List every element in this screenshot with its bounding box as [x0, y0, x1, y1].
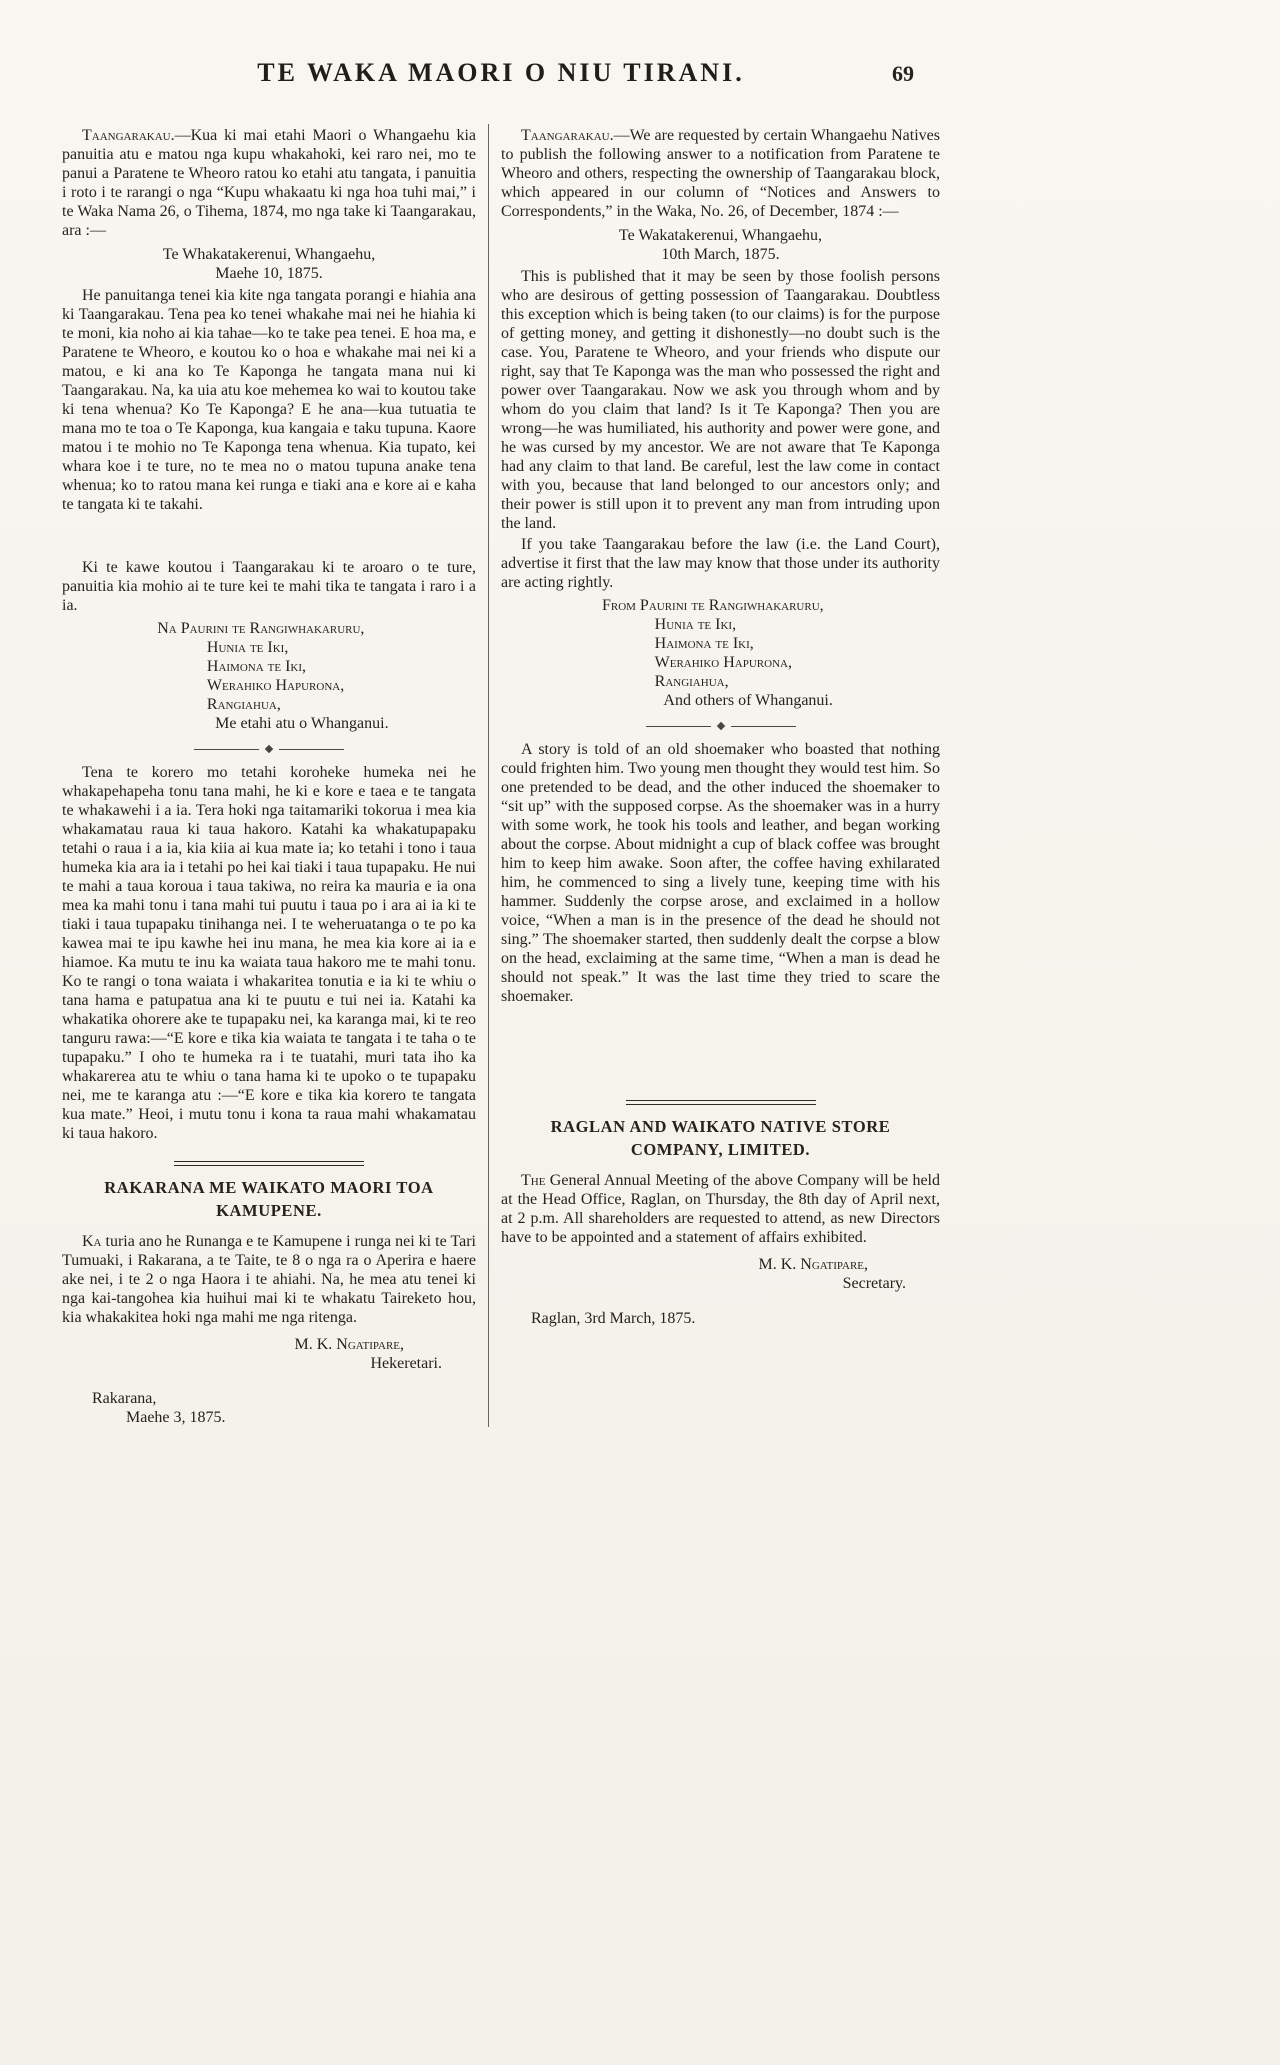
date-line: Maehe 3, 1875.	[126, 1409, 226, 1426]
signatory-role: Hekeretari.	[370, 1355, 442, 1372]
company-signature	[501, 1255, 940, 1293]
blank-spacer	[501, 1006, 940, 1082]
paragraph-lead: Taangarakau.	[521, 127, 614, 144]
divider-diamond-icon	[265, 745, 273, 753]
left-column-maori	[62, 124, 476, 1427]
english-notice-paragraph	[501, 126, 940, 221]
signature-line: From Paurini te Rangiwhakaruru,	[601, 597, 824, 614]
signature-block	[501, 596, 940, 710]
section-divider-ornament	[194, 746, 344, 752]
place-line: Rakarana,	[92, 1390, 157, 1407]
paragraph-text: General Annual Meeting of the above Company will be held at the Head Office, Raglan, on Thursday, the 8th day of April next, at 2 p.m. All shareholders are requested to attend, as new Directors have to be appointed and a statement of affairs exhibited.	[501, 1172, 940, 1246]
masthead	[62, 58, 940, 94]
english-reply-paragraph: This is published that it may be seen by those foolish persons who are desirous of getting possession of Taangarakau. Doubtless this exception which is being taken (to our claims) is for the purpose of getting money, and getting it dishonestly—no doubt such is the case. You, Paratene te Wheoro, and your friends who dispute our right, say that Te Kaponga was the man who possessed the right and power over Taangarakau. Now we ask you through whom and by whom do you claim that land? Is it Te Kaponga? Then you are wrong—he was humiliated, his authority and power were gone, and he was cursed by my ancestor. We are not aware that Te Kaponga had any claim to that land. Be careful, lest the law come in contact with you, because that land belonged to our ancestors only; and their power is still upon it to prevent any man from intruding upon the land.	[501, 268, 941, 532]
english-story-paragraph: A story is told of an old shoemaker who boasted that nothing could frighten him. Two young men thought they would test him. So one pretended to be dead, and the other induced the shoemaker to “sit up” with the supposed corpse. As the shoemaker was in a hurry with some work, he took his tools and leather, and began working about the corpse. About midnight a cup of black coffee was brought him to keep him awake. Soon after, the coffee having exhilarated him, he commenced to sing a lively tune, keeping time with his hammer. Suddenly the corpse arose, and exclaimed in a hollow voice, “When a man is in the presence of the dead he should not sing.” The shoemaker started, then suddenly dealt the corpse a blow on the head, exclaiming at the same time, “When a man is dead he should not speak.” It was the last time they tried to scare the shoemaker.	[501, 741, 940, 1005]
signatory-name: M. K. Ngatipare,	[758, 1256, 868, 1273]
dateline	[501, 226, 940, 264]
dateline-place: Te Whakatakerenui, Whangaehu,	[162, 246, 376, 263]
signatory-name: M. K. Ngatipare,	[294, 1336, 404, 1353]
signatory-role: Secretary.	[842, 1275, 906, 1292]
paragraph-text: —Kua ki mai etahi Maori o Whangaehu kia panuitia atu e matou nga kupu whakahoki, kei raro nei, mo te panui a Paratene te Wheoro ratou ko etahi atu tangata, i panuitia i roto i te rarangi o nga “Kupu whakaatu ki nga hoa tuhi mai,” i te Waka Nama 26, o Tihema, 1874, mo nga take ki Taangarakau, ara :—	[62, 127, 476, 239]
maori-company-notice	[62, 1232, 476, 1327]
signature-line: Me etahi atu o Whanganui.	[215, 715, 389, 732]
divider-line	[731, 726, 796, 727]
signature-line: Haimona te Iki,	[654, 635, 754, 652]
signature-line: Rangiahua,	[654, 673, 729, 690]
dateline-place: Te Wakatakerenui, Whangaehu,	[618, 227, 823, 244]
signature-line: Werahiko Hapurona,	[654, 654, 792, 671]
signature-block	[62, 619, 476, 733]
double-rule-divider	[626, 1100, 816, 1105]
maori-notice-paragraph	[62, 126, 476, 240]
maori-reply-paragraph: He panuitanga tenei kia kite nga tangata porangi e hiahia ana ki Taangarakau. Tena pea ko tenei whakahe mai nei he hiahia ki te moni, kia noho ai kia tahae—ko te take pea tenei. E hoa ma, e Paratene te Wheoro, e koutou ko o hoa e whakahe mai nei ki a matou, e ki ana ko Te Kaponga he tangata mana nui ki Taangarakau. Na, ka uia atu koe mehemea ko wai to koutou take ki tena whenua? Ko Te Kaponga? E he ana—kua tutuatia te mana mo te toa o Te Kaponga, kua kangaia e taku tupuna. Kaore matou i te mohio no Te Kaponga tena whenua. Kia tupato, kei whara koe i te ture, no te mea no o matou tupuna anake tena whenua; ko to ratou mana kei runga e tiaki ana e kore ai e kaha te tangata ki te takahi.	[62, 287, 476, 513]
signature-line: Na Paurini te Rangiwhakaruru,	[157, 620, 365, 637]
page-content	[62, 58, 940, 1427]
divider-line	[646, 726, 711, 727]
signature-line: Rangiahua,	[206, 696, 281, 713]
right-column-english	[501, 124, 940, 1427]
company-signature	[62, 1335, 476, 1373]
raglan-company-heading: RAGLAN AND WAIKATO NATIVE STORE COMPANY, LIMITED.	[550, 1117, 891, 1159]
paragraph-text: turia ano he Runanga e te Kamupene i runga nei ki te Tari Tumuaki, i Rakarana, a te Taite, te 8 o nga ra o Aperira e haere ake nei, i te 2 o nga Haora i te ahiahi. Na, he mea atu tenei ki nga kai-tangohea kia huihui mai ki te whakatu Taireketo hou, kia whakakitea hoki nga mahi me nga ritenga.	[62, 1233, 476, 1326]
paragraph-lead: The	[521, 1172, 546, 1189]
double-rule-divider	[174, 1161, 364, 1166]
signature-line: Haimona te Iki,	[206, 658, 307, 675]
paragraph-lead: Ka	[82, 1233, 102, 1250]
dateline-date: Maehe 10, 1875.	[215, 265, 323, 282]
signature-line: Hunia te Iki,	[206, 639, 289, 656]
section-divider-ornament	[646, 723, 796, 729]
page-title: TE WAKA MAORI O NIU TIRANI.	[257, 58, 745, 87]
divider-diamond-icon	[716, 722, 724, 730]
english-law-paragraph: If you take Taangarakau before the law (i.e. the Land Court), advertise it first that the law may know that those under its authority are acting rightly.	[501, 536, 940, 591]
divider-line	[194, 749, 259, 750]
maori-story-paragraph: Tena te korero mo tetahi koroheke humeka nei he whakapehapeha tonu tana mahi, he ki e kore e taea e te tangata te whakawehi i a ia. Tera hoki nga taitamariki tokorua i mea kia whakamatau raua ki taua hakoro. Katahi ka whakatupapaku tetahi o raua i a ia, kia kiia ai kua mate ia; ko tetahi i tono i taua humeka kia ara ia i tetahi po hei kai tiaki i taua tupapaku. He nui te mahi a taua koroua i taua takiwa, no reira ka mauria e ia ona mea ka mahi tonu i tana mahi tui puutu i taua po i ara ai ia ki te tiaki i taua tupapaku tinihanga nei. I te weheruatanga o te po ka kawea mai te ipu kawhe hei inu mana, he mea kia kore ai ia e hiamoe. Ka mutu te inu ka waiata taua hakoro me te mahi tonu. Ko te rangi o tona waiata i whakaritea tonutia e ia ki te whiu o tana hama e patupatua ana ki te puutu e tui nei ia. Katahi ka whakatika ohorere ake te tupapaku nei, ka karanga mai, ki te reo tanguru rawa:—“E kore e tika kia waiata te tangata i te taha o te tupapaku.” I oho te humeka ra i te tuatahi, muri tata iho ka whakarerea atu te whiu o tana hama ki te upoko o te tupapaku nei, me te karanga atu :—“E kore e tika kia korero te tangata kua mate.” Heoi, i mutu tonu i kona ta raua mahi whakamatau ki taua hakoro.	[62, 764, 476, 1142]
two-column-layout	[62, 124, 940, 1427]
english-company-notice	[501, 1171, 940, 1247]
signature-line: And others of Whanganui.	[663, 692, 833, 709]
page-number: 69	[892, 61, 914, 86]
rakarana-company-heading: RAKARANA ME WAIKATO MAORI TOA KAMUPENE.	[104, 1178, 434, 1220]
maori-law-paragraph: Ki te kawe koutou i Taangarakau ki te aroaro o te ture, panuitia kia mohio ai te ture kei te mahi tika te tangata i raro i a ia.	[62, 559, 476, 614]
paragraph-lead: Taangarakau.	[82, 127, 175, 144]
paragraph-text: —We are requested by certain Whangaehu Natives to publish the following answer to a notification from Paratene te Wheoro and others, respecting the ownership of Taangarakau block, which appeared in our column of “Notices and Answers to Correspondents,” in the Waka, No. 26, of December, 1874 :—	[501, 127, 940, 220]
dateline	[62, 245, 476, 283]
place-date-block	[501, 1309, 940, 1328]
place-date-block	[62, 1389, 476, 1427]
dateline-date: 10th March, 1875.	[661, 246, 780, 263]
column-divider-rule	[488, 124, 489, 1427]
signature-line: Werahiko Hapurona,	[206, 677, 345, 694]
divider-line	[279, 749, 344, 750]
signature-line: Hunia te Iki,	[654, 616, 737, 633]
date-line: Raglan, 3rd March, 1875.	[531, 1310, 696, 1327]
